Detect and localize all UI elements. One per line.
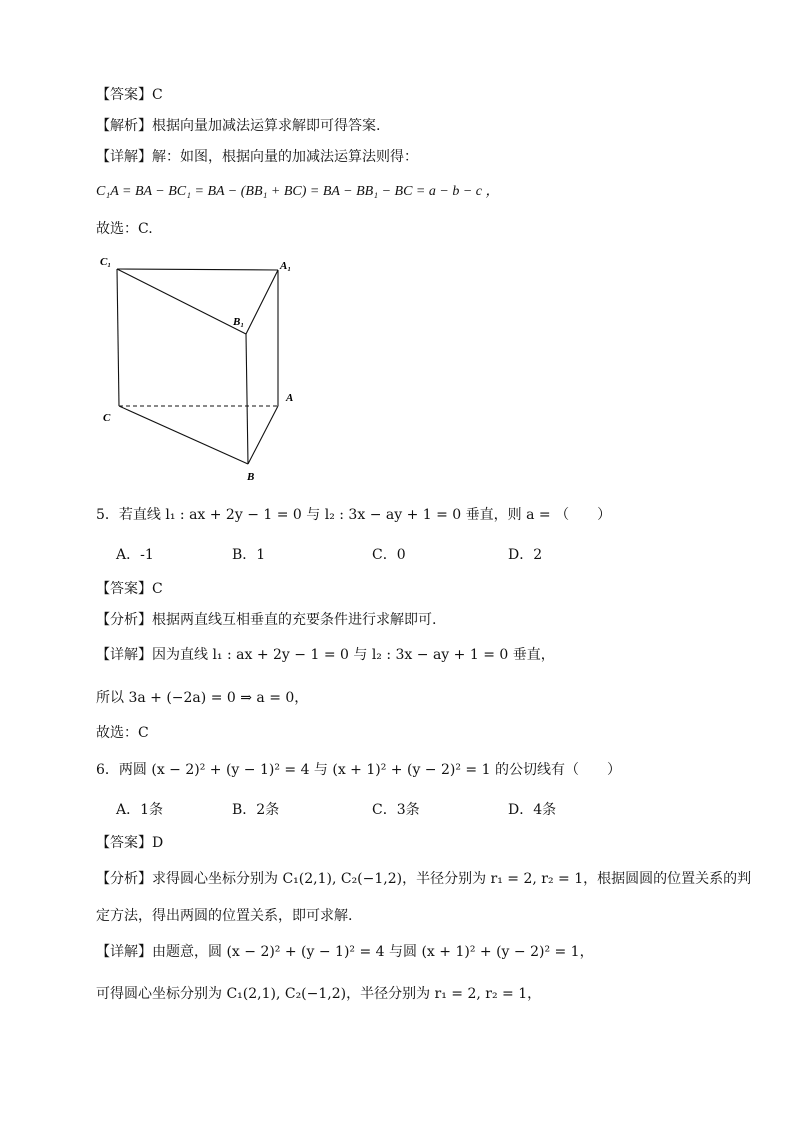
detail-tag: 【详解】 [96,944,152,960]
q5-option-d: D．2 [508,547,543,563]
answer-tag: 【答案】 [96,87,152,103]
q6-option-d: D．4条 [508,802,557,818]
q5-answer-line [96,580,163,598]
edge-c1-b1 [117,269,246,334]
answer-value: C [152,87,163,103]
vertex-label-a: A [286,392,294,404]
analysis-tag: 【解析】 [96,118,152,134]
analysis-text: 求得圆心坐标分别为 C₁(2,1), C₂(−1,2)，半径分别为 r₁ = 2, r₂ = 1，根据圆圆的位置关系的判 [152,871,752,887]
q6-analysis-line [96,870,751,888]
analysis-tag: 【分析】 [96,612,152,628]
vertex-label-b: B [247,471,255,483]
q6-option-c: C．3条 [372,802,420,818]
q5-analysis-line [96,611,436,629]
q6-answer-line [96,834,163,852]
edge-b1-b [246,334,248,464]
edge-c1-c [117,269,119,406]
analysis-tag: 【分析】 [96,871,152,887]
edge-b1-a1 [246,270,278,334]
vertex-label-c: C [103,412,111,424]
q5-question: 5．若直线 l₁ : ax + 2y − 1 = 0 与 l₂ : 3x − ay + 1 = 0 垂直，则 a = （ ） [96,507,612,523]
q6-analysis-line2: 定方法，得出两圆的位置关系，即可求解. [96,908,353,924]
detail-tag: 【详解】 [96,647,152,663]
q4-answer-line [96,86,163,104]
q5-option-a: A．-1 [116,547,154,563]
vertex-label-c1: C₁ [100,256,112,268]
edge-c-b [119,406,248,464]
q5-conclusion: 故选：C [96,725,149,741]
analysis-text: 根据向量加减法运算求解即可得答案. [152,118,381,134]
detail-text: 解：如图，根据向量的加减法运算法则得： [152,149,418,165]
answer-value: C [152,581,163,597]
edge-b-a [248,406,278,464]
q4-vector-equation: C₁A = BA − BC₁ = BA − (BB₁ + BC) = BA − BB₁ − BC = a − b − c ， [96,184,500,199]
q4-analysis-line [96,117,380,135]
q6-derivation: 可得圆心坐标分别为 C₁(2,1), C₂(−1,2)，半径分别为 r₁ = 2, r₂ = 1， [96,986,542,1002]
vertex-label-a1: A₁ [280,260,292,272]
q4-detail-line [96,148,418,166]
q5-option-c: C．0 [372,547,406,563]
answer-value: D [152,835,164,851]
q5-detail-line [96,646,555,664]
detail-text: 因为直线 l₁ : ax + 2y − 1 = 0 与 l₂ : 3x − ay + 1 = 0 垂直， [152,647,555,663]
detail-text: 由题意，圆 (x − 2)² + (y − 1)² = 4 与圆 (x + 1)² + (y − 2)² = 1， [152,944,594,960]
analysis-text: 根据两直线互相垂直的充要条件进行求解即可. [152,612,437,628]
answer-tag: 【答案】 [96,835,152,851]
q5-derivation: 所以 3a + (−2a) = 0 ⇒ a = 0， [96,690,309,706]
detail-tag: 【详解】 [96,149,152,165]
answer-tag: 【答案】 [96,581,152,597]
edge-c1-a1 [117,269,278,270]
q5-option-b: B．1 [232,547,266,563]
q6-option-a: A．1条 [116,802,164,818]
vertex-label-b1: B₁ [233,316,245,328]
q6-option-b: B．2条 [232,802,280,818]
q4-conclusion: 故选：C. [96,221,153,237]
q6-detail-line [96,943,594,961]
q6-question: 6．两圆 (x − 2)² + (y − 1)² = 4 与 (x + 1)² + (y − 2)² = 1 的公切线有（ ） [96,762,621,778]
prism-figure [96,248,316,488]
